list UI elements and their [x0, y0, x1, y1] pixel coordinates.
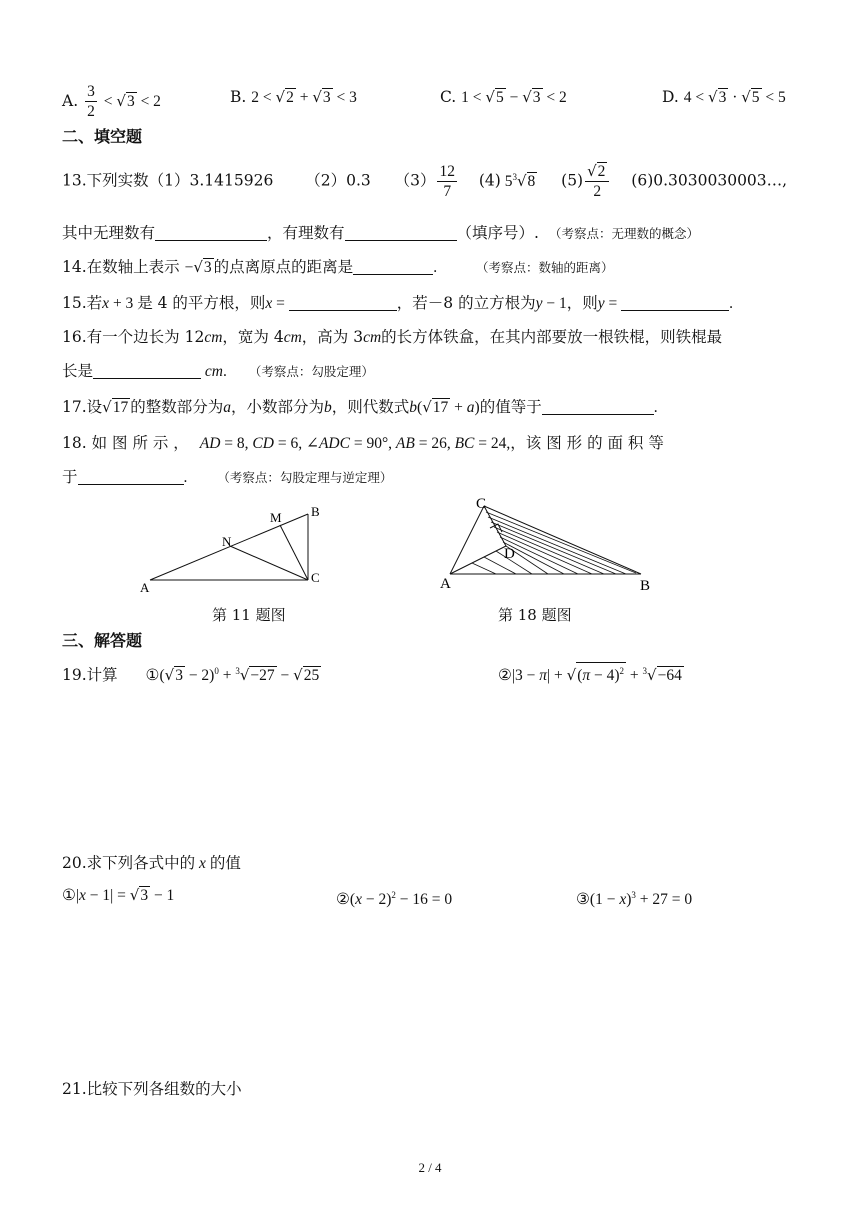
- question-18: 18. 如 图 所 示 ， AD = 8, CD = 6, ∠ADC = 90°, AB = 26, BC = 24,，该 图 形 的 面 积 等: [62, 434, 664, 452]
- answer-blank[interactable]: [345, 224, 457, 241]
- figure-18-caption: 第 18 题图: [498, 606, 572, 624]
- fig11-label-c: C: [311, 570, 320, 585]
- question-15: 15.若x + 3 是 4 的平方根，则x = ，若－8 的立方根为y − 1，则y = .: [62, 294, 734, 312]
- page-number: 2 / 4: [418, 1160, 442, 1175]
- fig18-label-b: B: [640, 578, 651, 594]
- question-20-parts: ①|x − 1| = √3 − 1 ②(x − 2)$^2$ − 16 = 0 ③(1 − x)$^3$ + 27 = 0: [62, 886, 693, 909]
- fig18-label-c: C: [476, 496, 487, 512]
- answer-blank[interactable]: [93, 362, 201, 379]
- fig18-label-a: A: [440, 576, 451, 592]
- fig11-label-b: B: [311, 504, 320, 519]
- section-answer: 三、解答题: [62, 631, 143, 650]
- fig11-label-m: M: [270, 510, 282, 525]
- question-19: 19.计算 ①(√3 − 2)$^0$ + $^3$√−27 − √25 ②|3 − $\pi| + √(\pi - 4)^2 + ^3√-64$: [62, 660, 321, 687]
- option-b: B. 2 < √2 + √3 < 3: [230, 88, 357, 106]
- options-row: [62, 82, 786, 121]
- question-13-line2: 其中无理数有 ，有理数有 （填序号）. （考察点：无理数的概念）: [62, 224, 699, 242]
- option-c: C. 1 < √5 − √3 < 2: [440, 88, 567, 106]
- answer-blank[interactable]: [78, 468, 184, 485]
- option-a: A. $\frac{3}{2}$ < √3 < 2: [62, 83, 161, 120]
- question-18-line2: 于 . （考察点：勾股定理与逆定理）: [62, 468, 393, 486]
- section-fill-blank: 二、填空题: [62, 127, 143, 146]
- answer-blank[interactable]: [289, 294, 397, 311]
- figure-18: [436, 494, 666, 599]
- question-16-line2: 长是 cm. （考察点：勾股定理）: [62, 362, 374, 380]
- option-d: D. 4 < √3 · √5 < 5: [662, 88, 786, 106]
- question-14: 14.在数轴上表示 −√3 的点离原点的距离是 . （考察点：数轴的距离）: [62, 258, 614, 276]
- answer-blank[interactable]: [621, 294, 729, 311]
- question-16: 16.有一个边长为 12cm，宽为 4cm，高为 3cm的长方体铁盒，在其内部要放一根铁棍，则铁棍最: [62, 328, 723, 346]
- answer-blank[interactable]: [542, 398, 654, 415]
- question-20: 20.求下列各式中的 x 的值: [62, 854, 241, 872]
- answer-blank[interactable]: [353, 258, 433, 275]
- fig11-label-a: A: [140, 580, 150, 595]
- figure-11: [130, 500, 340, 600]
- figure-11-caption: 第 11 题图: [212, 606, 286, 624]
- fig11-label-n: N: [222, 534, 232, 549]
- fig18-label-d: D: [504, 546, 515, 562]
- question-13: 13.下列实数（1）3.1415926 （2）0.3 （3） $\frac{12}{7}$ (4) $5^3√8$ (5) $\frac{√2}{2}$ (6)0.3030030003…,: [62, 162, 788, 200]
- question-17: 17.设√17 的整数部分为a，小数部分为b，则代数式b(√17 + a)的值等于 .: [62, 398, 658, 416]
- question-21: 21.比较下列各组数的大小: [62, 1080, 242, 1098]
- answer-blank[interactable]: [155, 224, 267, 241]
